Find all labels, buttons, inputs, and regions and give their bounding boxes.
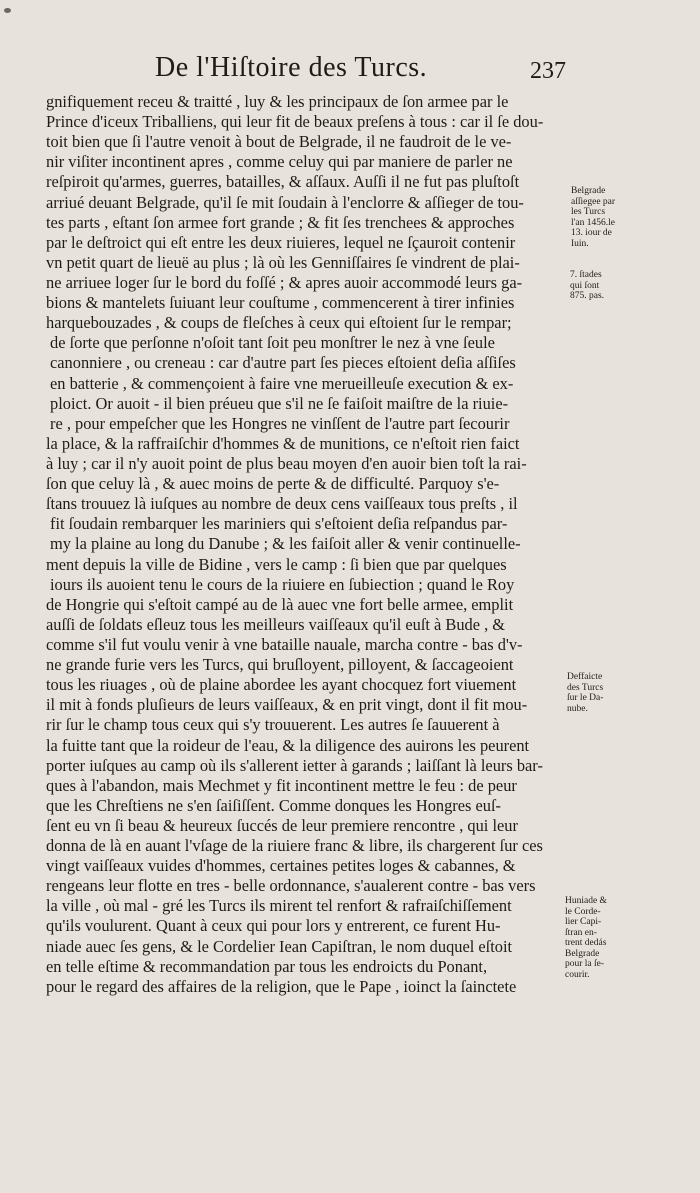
text-line: vn petit quart de lieuë au plus ; là où les Genniſſaires ſe vindrent de plai- <box>46 252 520 272</box>
margin-note-line: qui ſont <box>570 280 600 291</box>
text-line: ne arriuee loger ſur le bord du foſſé ; & apres auoir accommodé leurs ga- <box>46 272 523 292</box>
text-line: rir ſur le champ tous ceux qui s'y trouuerent. Les autres ſe ſauuerent à <box>46 715 500 735</box>
text-line: ſent eu vn ſi beau & heureux ſuccés de leur premiere rencontre , qui leur <box>46 815 518 835</box>
text-line: de Hongrie qui s'eſtoit campé au de là auec vne fort belle armee, emplit <box>46 594 514 614</box>
text-line: harquebouzades , & coups de fleſches à ceux qui eſtoient ſur le rempar; <box>46 313 512 333</box>
text-line: Prince d'iceux Triballiens, qui leur fit de beaux preſens à tous : car il ſe dou- <box>46 112 544 132</box>
margin-note-line: Belgrade <box>565 948 600 959</box>
text-line: reſpiroit qu'armes, guerres, batailles, & aſſaux. Auſſi il ne fut pas pluſtoſt <box>46 172 520 192</box>
text-line: en batterie , & commençoient à faire vne merueilleuſe execution & ex- <box>50 373 514 393</box>
margin-note-line: 13. iour de <box>571 228 612 238</box>
page-number: 237 <box>530 58 566 84</box>
text-line: ment depuis la ville de Bidine , vers le camp : ſi bien que par quelques <box>46 554 507 574</box>
margin-note-line: 7. ſtades <box>570 270 602 280</box>
text-line: tous les riuages , où de plaine abordee les ayant chocquez fort viuement <box>46 675 517 695</box>
text-line: bions & mantelets ſuiuant leur couſtume , commencerent à tirer infinies <box>46 293 515 313</box>
text-line: toit bien que ſi l'autre venoit à bout de Belgrade, il ne faudroit de le ve- <box>46 132 512 152</box>
margin-note-line: ſtran en- <box>565 927 597 938</box>
text-line: canonniere , ou creneau : car d'autre part ſes pieces eſtoient deſia aſſiſes <box>50 353 516 373</box>
text-line: pour le regard des affaires de la religion, que le Pape , ioinct la ſainctete <box>46 976 517 996</box>
text-line: re , pour empeſcher que les Hongres ne vinſſent de l'autre part ſecourir <box>50 413 510 433</box>
margin-note-line: Iuin. <box>571 238 589 249</box>
text-line: rengeans leur flotte en tres - belle ordonnance, s'aualerent contre - bas vers <box>46 876 536 896</box>
margin-note-line: lier Capi- <box>565 917 602 927</box>
margin-note-line: 875. pas. <box>570 291 605 301</box>
text-line: donna de là en auant l'vſage de la riuiere franc & libre, ils chargerent ſur ces <box>46 836 543 856</box>
text-line: my la plaine au long du Danube ; & les faiſoit aller & venir continuelle- <box>50 534 521 554</box>
margin-note-line: des Turcs <box>567 682 604 693</box>
text-line: de ſorte que perſonne n'oſoit tant ſoit peu monſtrer le nez à vne ſeule <box>50 333 495 353</box>
text-line: ploict. Or auoit - il bien préueu que s'il ne ſe faiſoit maiſtre de la riuie- <box>50 393 509 413</box>
margin-note-huniade <box>565 896 607 980</box>
margin-note-line: nube. <box>567 703 588 714</box>
text-line: ſon que celuy là , & auec moins de perte & de difficulté. Parquoy s'e- <box>46 474 500 494</box>
text-line: à luy ; car il n'y auoit point de plus beau moyen d'en auoir bien toſt la rai- <box>46 453 527 473</box>
margin-note-deffaicte <box>567 672 603 714</box>
text-line: nir viſiter incontinent apres , comme celuy qui par maniere de parler ne <box>46 152 513 172</box>
text-line: porter iuſques au camp où ils s'allerent ietter à garands ; laiſſant là leurs bar- <box>46 755 543 775</box>
body-text <box>46 92 572 997</box>
text-line: par le deſtroict qui eſt entre les deux riuieres, lequel ne ſçauroit contenir <box>46 232 516 252</box>
margin-note-stades <box>570 270 604 302</box>
text-line: en telle eſtime & recommandation par tous les endroicts du Ponant, <box>46 956 488 976</box>
margin-note-belgrade <box>571 186 615 249</box>
text-line: niade auec ſes gens, & le Cordelier Iean Capiſtran, le nom duquel eſtoit <box>46 936 513 956</box>
text-line: la ville , où mal - gré les Turcs ils mirent tel renfort & rafraiſchiſſement <box>46 896 512 916</box>
margin-note-line: le Corde- <box>565 906 601 917</box>
margin-note-line: Huniade & <box>565 896 607 906</box>
margin-note-line: Belgrade <box>571 186 606 196</box>
text-line: la place, & la raffraiſchir d'hommes & de munitions, ce n'eſtoit rien faict <box>46 433 520 453</box>
text-line: ne grande furie vers les Turcs, qui bruſloyent, pilloyent, & ſaccageoient <box>46 655 514 675</box>
text-line: qu'ils voulurent. Quant à ceux qui pour lors y entrerent, ce furent Hu- <box>46 916 501 936</box>
margin-note-line: Deffaicte <box>567 672 603 682</box>
text-line: gnifiquement receu & traitté , luy & les principaux de ſon armee par le <box>46 92 509 111</box>
text-line: auſſi de ſoldats eſleuz tous les meilleurs vaiſſeaux qu'il euſt à Bude , & <box>46 614 506 634</box>
margin-note-line: ſur le Da- <box>567 693 604 703</box>
text-line: comme s'il fut voulu venir à vne bataille nauale, marcha contre - bas d'v- <box>46 634 523 654</box>
text-line: la fuitte tant que la roideur de l'eau, & la diligence des auirons les peurent <box>46 735 530 755</box>
margin-note-line: trent dedás <box>565 938 607 948</box>
text-line: que les Chreſtiens ne s'en ſaiſiſſent. Comme donques les Hongres euſ- <box>46 795 501 815</box>
margin-note-line: l'an 1456.le <box>571 217 615 228</box>
text-line: fit ſoudain rembarquer les mariniers qui s'eſtoient deſia reſpandus par- <box>50 514 508 534</box>
ink-spot <box>4 8 11 13</box>
text-line: arriué deuant Belgrade, qu'il ſe mit ſoudain à l'enclorre & aſſieger de tou- <box>46 192 524 212</box>
text-line: ſtans trouuez là iuſques au nombre de deux cens vaiſſeaux tous preſts , il <box>46 494 518 514</box>
margin-note-line: les Turcs <box>571 207 606 217</box>
margin-note-line: pour la ſe- <box>565 959 605 969</box>
margin-note-line: aſſiegee par <box>571 196 616 207</box>
text-line: ques à l'abandon, mais Mechmet y fit incontinent mettre le feu : de peur <box>46 775 517 795</box>
text-line: tes parts , eſtant ſon armee fort grande ; & fit ſes trenchees & approches <box>46 212 515 232</box>
text-line: il mit à fonds pluſieurs de leurs vaiſſeaux, & en prit vingt, dont il fit mou- <box>46 695 528 715</box>
text-line: vingt vaiſſeaux vuides d'hommes, certaines petites loges & cabannes, & <box>46 856 516 876</box>
running-title: De l'Hiſtoire des Turcs. <box>155 52 428 83</box>
margin-note-line: courir. <box>565 969 590 980</box>
text-line: iours ils auoient tenu le cours de la riuiere en ſubiection ; quand le Roy <box>50 574 515 594</box>
